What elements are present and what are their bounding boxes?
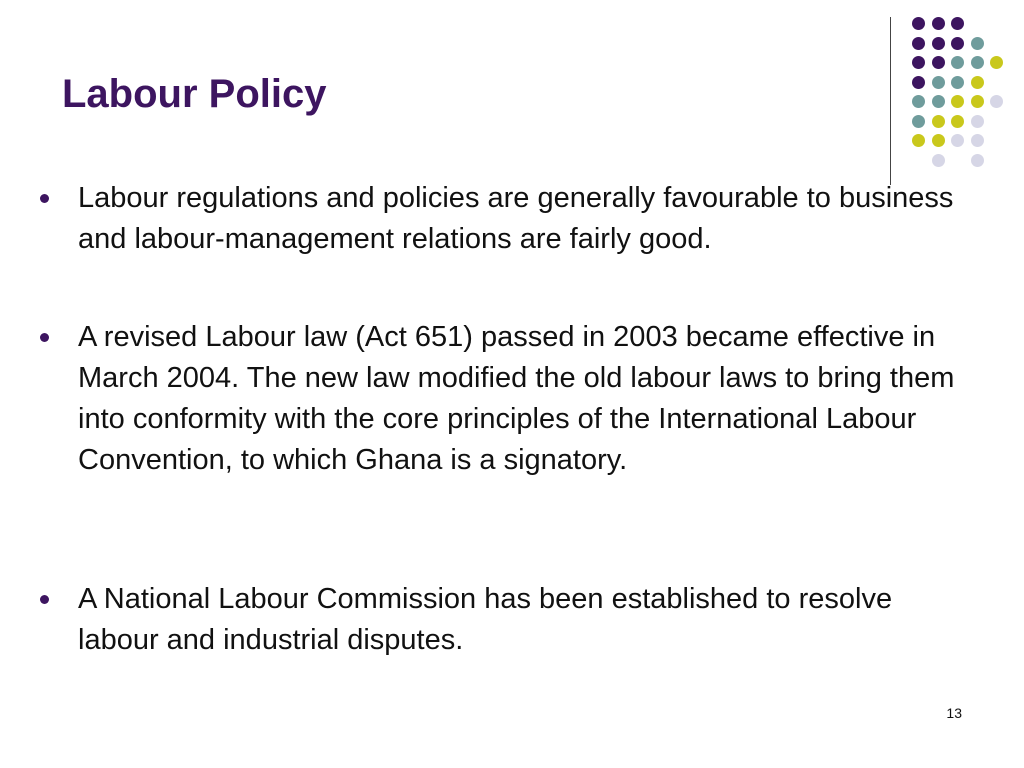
dot: [971, 115, 984, 128]
page-number: 13: [946, 705, 962, 721]
dot: [932, 154, 945, 167]
dot: [932, 115, 945, 128]
bullet-text: Labour regulations and policies are generally favourable to business and labour-management relations are fairly good.: [78, 182, 954, 255]
bullet-item-2: [40, 317, 980, 481]
dot: [971, 37, 984, 50]
dot: [912, 115, 925, 128]
dot: [971, 134, 984, 147]
dot: [932, 134, 945, 147]
dot: [912, 76, 925, 89]
dot: [990, 95, 1003, 108]
dot: [912, 37, 925, 50]
dot: [912, 134, 925, 147]
dot: [912, 56, 925, 69]
dot: [951, 56, 964, 69]
dot: [951, 76, 964, 89]
bullet-text: A National Labour Commission has been established to resolve labour and industrial disputes.: [78, 583, 893, 656]
bullet-text: A revised Labour law (Act 651) passed in 2003 became effective in March 2004. The new law modified the old labour laws to bring them into conformity with the core principles of the International Labour Convention, to which Ghana is a signatory.: [78, 321, 955, 476]
vertical-divider: [890, 17, 891, 185]
bullet-item-3: [40, 579, 980, 661]
bullet-marker-icon: [40, 333, 49, 342]
bullet-marker-icon: [40, 194, 49, 203]
dot: [990, 56, 1003, 69]
dot: [971, 76, 984, 89]
dot: [951, 95, 964, 108]
bullet-marker-icon: [40, 595, 49, 604]
dot: [912, 17, 925, 30]
bullet-item-1: [40, 178, 980, 260]
dot: [932, 76, 945, 89]
dot: [971, 154, 984, 167]
dot: [971, 56, 984, 69]
dot: [912, 95, 925, 108]
dot: [951, 37, 964, 50]
dot: [971, 95, 984, 108]
dot: [951, 17, 964, 30]
dot: [932, 17, 945, 30]
dot: [932, 37, 945, 50]
dot: [951, 115, 964, 128]
dot: [951, 134, 964, 147]
dot: [932, 95, 945, 108]
slide-title: Labour Policy: [62, 72, 327, 116]
dot: [932, 56, 945, 69]
